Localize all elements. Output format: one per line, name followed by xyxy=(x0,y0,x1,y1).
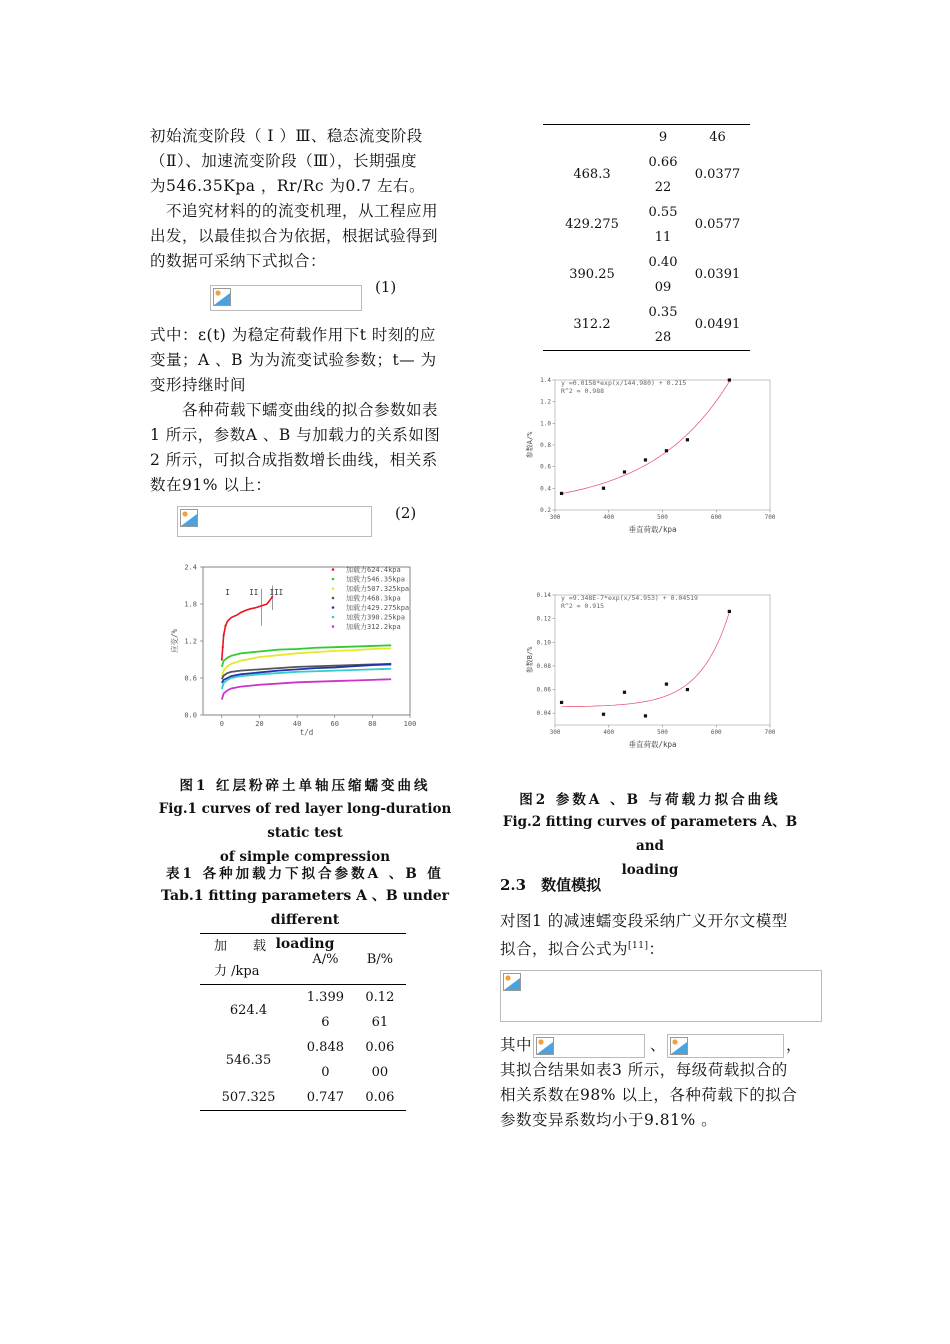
legend-label: 加载力546.35kpa xyxy=(346,575,405,584)
fit-equation: y =9.348E-7*exp(x/54.953) + 0.04519 xyxy=(561,594,698,602)
equation-1-image xyxy=(210,285,362,311)
legend-label: 加载力624.4kpa xyxy=(346,566,401,574)
caption-line: Tab.1 fitting parameters A 、B under different xyxy=(160,888,450,928)
paragraph-5 xyxy=(500,909,820,962)
x-tick-label: 0 xyxy=(219,720,224,728)
paragraph-1 xyxy=(150,124,470,199)
legend-label: 加载力468.3kpa xyxy=(346,594,401,603)
y-tick-label: 1.4 xyxy=(540,377,551,384)
para3-line: 式中：ε(t) 为稳定荷载作用下t 时刻的应 xyxy=(150,326,436,344)
y-tick-label: 1.8 xyxy=(184,600,197,609)
data-point xyxy=(560,701,563,704)
para2-line: 不追究材料的的流变机理，从工程应用 xyxy=(166,202,439,220)
data-point xyxy=(686,438,689,441)
x-axis-label: 垂直荷载/kpa xyxy=(628,740,677,749)
x-tick-label: 100 xyxy=(403,720,417,728)
broken-image-icon xyxy=(503,973,521,991)
y-tick-label: 2.4 xyxy=(184,563,197,572)
data-point xyxy=(221,658,223,660)
table-row xyxy=(543,250,750,300)
figure-2a-parameter-a-chart xyxy=(520,370,780,540)
stage-label: I xyxy=(225,587,230,597)
x-axis-label: t/d xyxy=(299,728,314,737)
data-point xyxy=(602,487,605,490)
para4-line: 数在91% 以上： xyxy=(150,476,272,494)
figure-2-caption-en xyxy=(490,810,810,882)
paragraph-2 xyxy=(150,199,470,274)
x-tick-label: 300 xyxy=(549,514,561,521)
table-cell-load: 546.35 xyxy=(225,1052,272,1068)
broken-image-icon xyxy=(213,288,231,306)
x-tick-label: 700 xyxy=(764,514,776,521)
y-tick-label: 0.8 xyxy=(540,442,551,449)
para5-line: 拟合，拟合公式为[11]： xyxy=(500,940,665,959)
y-tick-label: 0.04 xyxy=(536,710,551,718)
legend-marker xyxy=(332,578,335,581)
para6-line: 参数变异系数均小于9.81% 。 xyxy=(500,1111,718,1129)
legend-marker xyxy=(332,625,335,628)
equation-2-number: (2) xyxy=(395,504,417,522)
legend-label: 加载力312.2kpa xyxy=(346,623,401,631)
table-cell-b: 0.06 00 xyxy=(365,1040,395,1080)
data-point xyxy=(623,691,626,694)
table-cell-load: 312.2 xyxy=(573,317,611,332)
table-cell-load: 429.275 xyxy=(565,217,619,232)
x-tick-label: 500 xyxy=(657,514,668,521)
x-tick-label: 40 xyxy=(292,720,302,728)
equation-3-image xyxy=(500,970,822,1022)
x-axis-label: 垂直荷载/kpa xyxy=(628,525,677,534)
figure-1-caption-en xyxy=(140,797,470,869)
table-cell-load: 468.3 xyxy=(573,167,611,182)
table-cell-a: 1.399 6 xyxy=(306,990,344,1030)
equation-1-number: (1) xyxy=(375,278,397,296)
para4-line: 各种荷载下蠕变曲线的拟合参数如表 xyxy=(182,401,439,419)
data-point xyxy=(223,634,225,636)
table-cell-b: 0.0391 xyxy=(694,267,741,282)
y-tick-label: 0.08 xyxy=(536,662,551,670)
table-row xyxy=(543,200,750,250)
table-cell-a: 0.40 09 xyxy=(648,254,678,295)
para1-line: 初始流变阶段（ Ⅰ ）Ⅲ、稳态流变阶段 xyxy=(150,127,423,145)
equation-2-image xyxy=(177,506,372,537)
caption-line: loading xyxy=(275,936,335,952)
table-cell-b: 0.06 xyxy=(365,1089,395,1105)
table-row xyxy=(543,300,750,351)
data-point xyxy=(728,610,731,613)
para6-prefix: 其中 xyxy=(500,1036,533,1054)
x-tick-label: 400 xyxy=(603,514,615,521)
legend-label: 加载力390.25kpa xyxy=(346,613,405,622)
x-tick-label: 600 xyxy=(710,729,722,736)
table-cell-a: 0.747 xyxy=(306,1089,344,1105)
table-cell-b: 0.0377 xyxy=(694,167,741,182)
paragraph-4 xyxy=(150,398,470,498)
data-point xyxy=(623,470,626,473)
y-tick-label: 0.0 xyxy=(184,711,197,720)
figure-1-caption-cn: 图1 红层粉碎土单轴压缩蠕变曲线 xyxy=(179,778,431,794)
table-cell-b: 0.0577 xyxy=(694,217,741,232)
fit-equation: R^2 = 0.988 xyxy=(561,387,605,395)
para6-comma: ， xyxy=(786,1036,803,1054)
broken-image-icon xyxy=(670,1037,688,1055)
table-1-continued xyxy=(543,124,750,351)
data-point xyxy=(644,458,647,461)
x-tick-label: 20 xyxy=(255,720,264,728)
data-point xyxy=(728,378,731,381)
caption-line: of simple compression xyxy=(219,849,391,865)
caption-line: Fig.2 fitting curves of parameters A、B and xyxy=(502,814,798,854)
citation-ref[interactable]: [11] xyxy=(628,941,649,951)
table-cell-b: 0.12 61 xyxy=(365,990,395,1030)
legend-marker xyxy=(332,587,335,590)
y-tick-label: 0.6 xyxy=(184,674,197,683)
stage-label: II xyxy=(249,587,259,597)
y-tick-label: 0.6 xyxy=(540,463,551,471)
figure-2-caption-cn: 图2 参数A 、B 与荷载力拟合曲线 xyxy=(519,792,781,808)
fit-equation: y =0.0158*exp(x/144.980) + 0.215 xyxy=(561,379,687,387)
table-row xyxy=(543,150,750,200)
table-cell-a: 0.35 28 xyxy=(648,304,678,345)
legend-label: 加载力507.325kpa xyxy=(346,585,410,593)
para2-line: 出发，以最佳拟合为依据，根据试验得到 xyxy=(150,227,439,245)
data-point xyxy=(644,714,647,717)
table-row xyxy=(200,1035,406,1085)
table-1 xyxy=(200,933,406,1111)
x-tick-label: 500 xyxy=(657,729,668,736)
table-cell-load: 507.325 xyxy=(221,1089,276,1105)
inline-formula-image-2 xyxy=(667,1034,784,1058)
y-tick-label: 0.4 xyxy=(540,485,551,493)
legend-marker xyxy=(332,597,335,600)
broken-image-icon xyxy=(536,1037,554,1055)
fit-equation: R^2 = 0.915 xyxy=(561,602,605,610)
table-cell-load: 390.25 xyxy=(569,267,615,282)
table-cell-a: 9 xyxy=(658,129,668,145)
figure-1-creep-chart xyxy=(165,555,445,740)
para3-line: 变量；A 、B 为为流变试验参数；t— 为 xyxy=(150,351,437,369)
x-tick-label: 700 xyxy=(764,729,776,736)
series-line xyxy=(222,679,391,699)
y-tick-label: 0.2 xyxy=(540,507,551,514)
table-cell-b: 0.0491 xyxy=(694,317,741,332)
table-header-row xyxy=(200,934,406,985)
para6-line: 其拟合结果如表3 所示，每级荷载拟合的 xyxy=(500,1061,788,1079)
para4-line: 2 所示，可拟合成指数增长曲线，相关系 xyxy=(150,451,438,469)
figure-2b-parameter-b-chart xyxy=(520,585,780,755)
para3-line: 变形持继时间 xyxy=(150,376,247,394)
para5-line: 对图1 的减速蠕变段采纳广义开尔文模型 xyxy=(500,912,788,930)
table-row xyxy=(200,985,406,1036)
x-tick-label: 400 xyxy=(603,729,615,736)
data-point xyxy=(686,688,689,691)
x-tick-label: 600 xyxy=(710,514,722,521)
data-point xyxy=(602,713,605,716)
para1-line: 为546.35Kpa ，Rr/Rc 为0.7 左右。 xyxy=(150,177,426,195)
legend-marker xyxy=(332,606,335,609)
x-tick-label: 80 xyxy=(368,720,377,728)
para1-line: （Ⅱ）、加速流变阶段（Ⅲ），长期强度 xyxy=(150,152,417,170)
table-header-load: 加 载 力 /kpa xyxy=(214,939,267,979)
x-tick-label: 60 xyxy=(330,720,339,728)
para2-line: 的数据可采纳下式拟合： xyxy=(150,252,327,270)
data-point xyxy=(560,492,563,495)
caption-line: loading xyxy=(621,862,679,878)
table-row xyxy=(543,125,750,150)
y-tick-label: 0.12 xyxy=(536,615,551,623)
table-cell-a: 0.66 22 xyxy=(648,154,678,195)
x-tick-label: 300 xyxy=(549,729,561,736)
para6-line: 相关系数在98% 以上，各种荷载下的拟合 xyxy=(500,1086,798,1104)
legend-marker xyxy=(332,616,335,619)
y-tick-label: 0.14 xyxy=(536,592,551,599)
table-cell-load: 624.4 xyxy=(229,1002,268,1018)
table-cell-b: 46 xyxy=(709,129,726,145)
table-header-a: A/% xyxy=(312,951,339,967)
y-axis-label: 参数A/% xyxy=(526,431,534,459)
y-axis-label: 应变/% xyxy=(170,628,179,654)
fit-curve xyxy=(562,613,730,707)
data-point xyxy=(665,683,668,686)
series-line xyxy=(222,596,273,660)
y-tick-label: 1.0 xyxy=(540,420,551,428)
table-row xyxy=(200,1085,406,1110)
stage-label: III xyxy=(269,587,284,597)
y-tick-label: 0.10 xyxy=(536,639,551,647)
fit-curve xyxy=(562,382,730,494)
table-cell-a: 0.848 0 xyxy=(306,1040,344,1080)
legend-label: 加载力429.275kpa xyxy=(346,604,410,612)
paragraph-3 xyxy=(150,323,470,398)
legend-marker xyxy=(332,568,335,571)
y-tick-label: 1.2 xyxy=(184,637,197,646)
y-tick-label: 1.2 xyxy=(540,398,551,406)
data-point xyxy=(224,624,226,626)
data-point xyxy=(222,646,224,648)
para4-line: 1 所示，参数A 、B 与加载力的关系如图 xyxy=(150,426,441,444)
broken-image-icon xyxy=(180,509,198,527)
caption-line: Fig.1 curves of red layer long-duration static test xyxy=(158,801,452,841)
table-cell-a: 0.55 11 xyxy=(648,204,678,245)
y-tick-label: 0.06 xyxy=(536,686,551,694)
table-1-caption-cn: 表1 各种加载力下拟合参数A 、B 值 xyxy=(166,866,444,882)
plot-frame xyxy=(555,380,770,510)
y-axis-label: 参数B/% xyxy=(526,646,534,674)
inline-formula-image-1 xyxy=(533,1034,645,1058)
section-heading: 2.3 数值模拟 xyxy=(500,876,602,894)
paragraph-6 xyxy=(500,1058,830,1133)
data-point xyxy=(665,449,668,452)
table-header-b: B/% xyxy=(366,951,394,967)
para6-separator: 、 xyxy=(650,1036,667,1054)
plot-frame xyxy=(555,595,770,725)
